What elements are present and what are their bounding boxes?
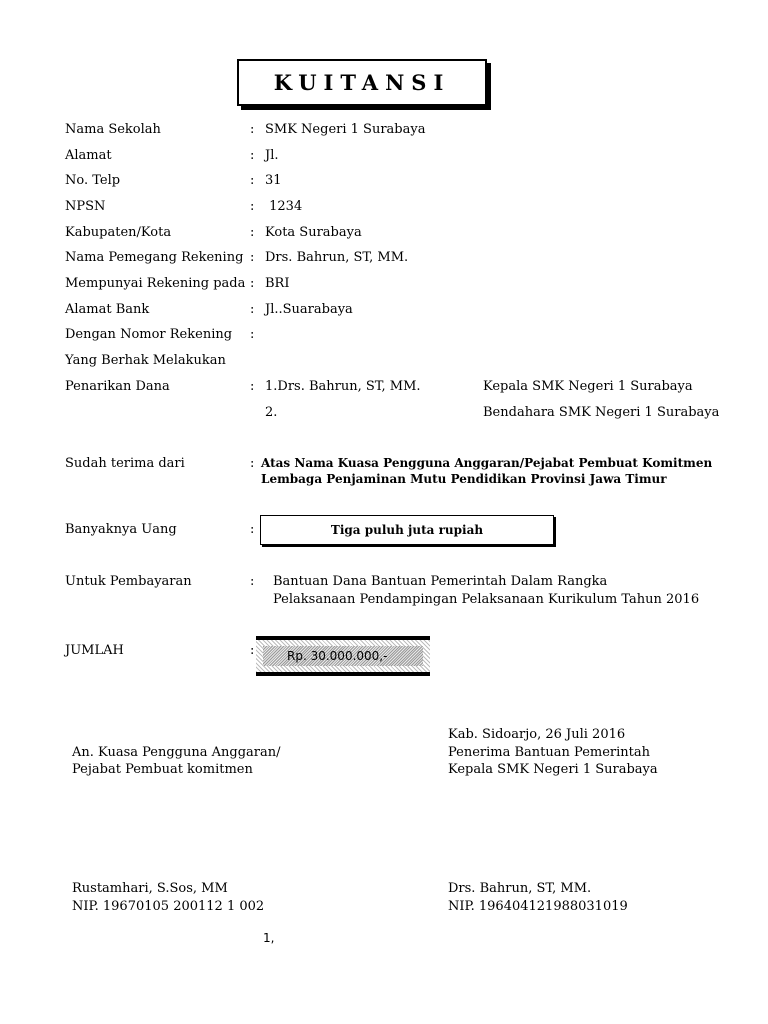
field-value-school-name: SMK Negeri 1 Surabaya [265,122,426,137]
total-label: JUMLAH [65,643,124,658]
withdrawal-label-line1: Yang Berhak Melakukan [65,353,226,368]
colon: : [250,379,255,394]
colon: : [250,122,255,137]
colon: : [250,276,255,291]
place-date: Kab. Sidoarjo, 26 Juli 2016 [448,727,626,742]
field-label-npsn: NPSN [65,199,106,214]
left-signer-nip: NIP. 19670105 200112 1 002 [72,899,265,914]
right-signer-name: Drs. Bahrun, ST, MM. [448,881,592,896]
payment-purpose-line2: Pelaksanaan Pendampingan Pelaksanaan Kurikulum Tahun 2016 [273,592,700,607]
receipt-title-box [237,59,487,106]
received-from-label: Sudah terima dari [65,456,185,471]
left-signer-name: Rustamhari, S.Sos, MM [72,881,228,896]
right-signer-nip: NIP. 196404121988031019 [448,899,628,914]
field-value-address: Jl. [265,148,279,163]
colon: : [250,574,255,589]
field-label-account-holder: Nama Pemegang Rekening [65,250,244,265]
withdrawal-person1-role: Kepala SMK Negeri 1 Surabaya [483,379,693,394]
colon: : [250,302,255,317]
left-signer-role-line2: Pejabat Pembuat komitmen [72,762,253,777]
colon: : [250,456,255,471]
field-label-bank-address: Alamat Bank [65,302,150,317]
payment-purpose-line1: Bantuan Dana Bantuan Pemerintah Dalam Rangka [273,574,608,589]
field-value-phone: 31 [265,173,282,188]
colon: : [250,327,255,342]
colon: : [250,225,255,240]
colon: : [250,199,255,214]
colon: : [250,250,255,265]
colon: : [250,643,255,658]
field-label-school-name: Nama Sekolah [65,122,161,137]
field-label-address: Alamat [65,148,112,163]
withdrawal-person2-name: 2. [265,405,278,420]
field-label-city: Kabupaten/Kota [65,225,172,240]
field-value-bank-address: Jl..Suarabaya [265,302,353,317]
payment-purpose-label: Untuk Pembayaran [65,574,192,589]
receipt-title: KUITANSI [273,70,451,95]
field-value-account-holder: Drs. Bahrun, ST, MM. [265,250,409,265]
page-number: 1, [263,931,275,945]
field-label-account-number: Dengan Nomor Rekening [65,327,233,342]
colon: : [250,148,255,163]
field-label-bank: Mempunyai Rekening pada [65,276,246,291]
field-value-city: Kota Surabaya [265,225,362,240]
amount-in-words-label: Banyaknya Uang [65,522,177,537]
field-value-bank: BRI [265,276,290,291]
right-signer-role-line1: Penerima Bantuan Pemerintah [448,745,651,760]
left-signer-role-line1: An. Kuasa Pengguna Anggaran/ [72,745,281,760]
amount-in-words-value: Tiga puluh juta rupiah [330,523,484,537]
withdrawal-label-line2: Penarikan Dana [65,379,170,394]
total-amount-value: Rp. 30.000.000,- [287,649,388,663]
amount-in-words-box [260,515,554,545]
received-from-line1: Atas Nama Kuasa Pengguna Anggaran/Pejabat Pembuat Komitmen [261,456,713,470]
total-amount-shading [263,646,423,666]
received-from-line2: Lembaga Penjaminan Mutu Pendidikan Provinsi Jawa Timur [261,472,667,486]
right-signer-role-line2: Kepala SMK Negeri 1 Surabaya [448,762,658,777]
field-label-phone: No. Telp [65,173,121,188]
total-amount-box [256,636,430,676]
colon: : [250,173,255,188]
colon: : [250,522,255,537]
withdrawal-person2-role: Bendahara SMK Negeri 1 Surabaya [483,405,720,420]
withdrawal-person1-name: 1.Drs. Bahrun, ST, MM. [265,379,421,394]
field-value-npsn: 1234 [265,199,303,214]
